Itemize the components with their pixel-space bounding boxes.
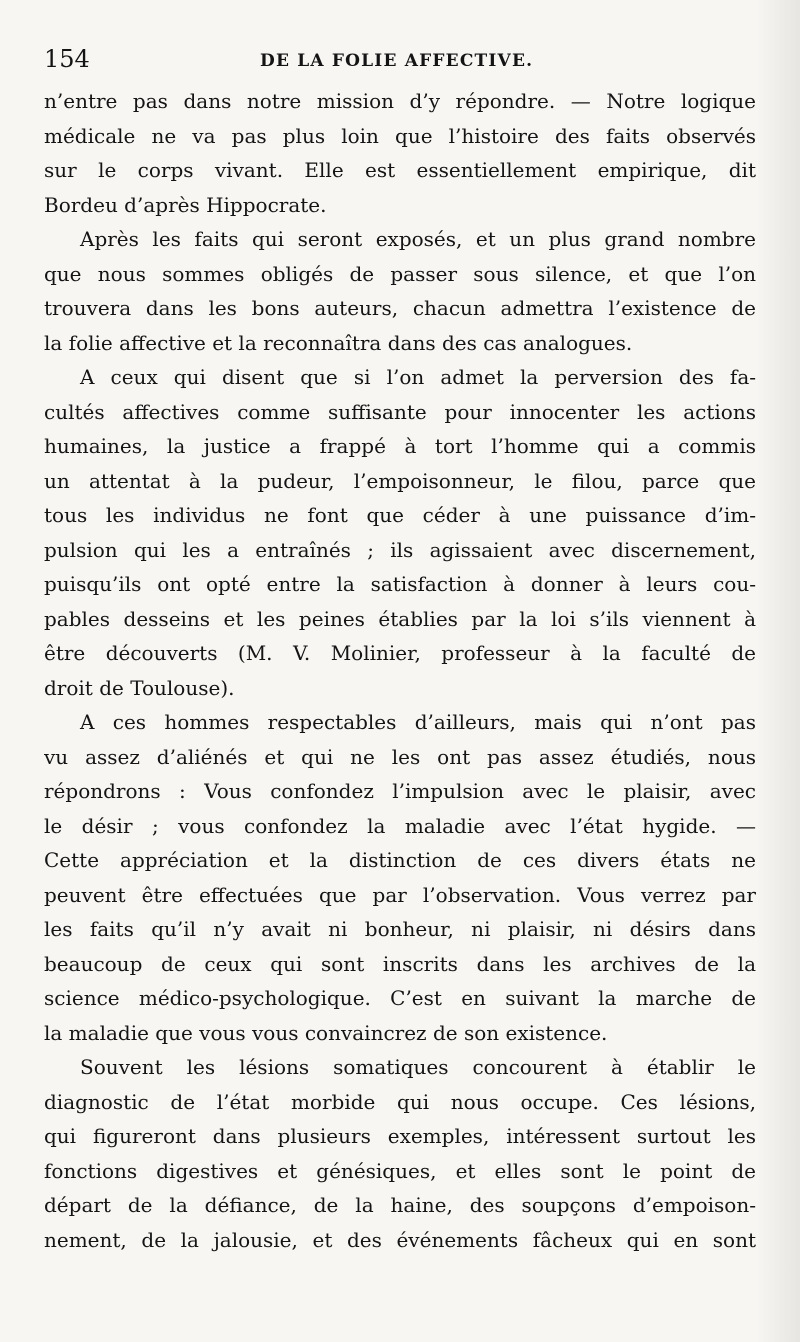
- text-line: que nous sommes obligés de passer sous silence, et que l’on: [44, 261, 756, 286]
- text-line: peuvent être effectuées que par l’observation. Vous verrez par: [44, 882, 756, 907]
- text-line: le désir ; vous confondez la maladie avec l’état hygide. —: [44, 813, 756, 838]
- page-edge-shadow: [756, 0, 800, 1342]
- text-line: la folie affective et la reconnaîtra dans des cas analogues.: [44, 330, 633, 355]
- text-line: les faits qu’il n’y avait ni bonheur, ni plaisir, ni désirs dans: [44, 917, 756, 941]
- text-line: médicale ne va pas plus loin que l’histoire des faits observés: [44, 123, 756, 148]
- text-line: diagnostic de l’état morbide qui nous occupe. Ces lésions,: [44, 1089, 756, 1114]
- text-line: qui figureront dans plusieurs exemples, intéressent surtout les: [44, 1124, 756, 1148]
- page-number: 154: [44, 45, 90, 73]
- text-line: Souvent les lésions somatiques concourent à établir le: [80, 1055, 756, 1079]
- text-line: la maladie que vous vous convaincrez de son existence.: [44, 1020, 608, 1045]
- text-line: Bordeu d’après Hippocrate.: [44, 192, 327, 217]
- text-line: cultés affectives comme suffisante pour innocenter les actions: [44, 399, 756, 424]
- text-line: départ de la défiance, de la haine, des soupçons d’empoison-: [44, 1193, 756, 1217]
- text-line: A ces hommes respectables d’ailleurs, mais qui n’ont pas: [80, 710, 756, 734]
- text-line: Cette appréciation et la distinction de ces divers états ne: [44, 848, 756, 872]
- text-line: pables desseins et les peines établies par la loi s’ils viennent à: [44, 606, 756, 631]
- text-line: pulsion qui les a entraînés ; ils agissaient avec discernement,: [44, 537, 756, 562]
- text-line: un attentat à la pudeur, l’empoisonneur, le filou, parce que: [44, 468, 756, 493]
- text-line: humaines, la justice a frappé à tort l’homme qui a commis: [44, 434, 756, 458]
- text-line: puisqu’ils ont opté entre la satisfaction à donner à leurs cou-: [44, 572, 756, 596]
- text-line: Après les faits qui seront exposés, et un plus grand nombre: [80, 227, 756, 251]
- text-line: répondrons : Vous confondez l’impulsion avec le plaisir, avec: [44, 779, 756, 803]
- text-line: droit de Toulouse).: [44, 675, 235, 700]
- text-line: trouvera dans les bons auteurs, chacun admettra l’existence de: [44, 296, 756, 320]
- text-line: A ceux qui disent que si l’on admet la perversion des fa-: [80, 365, 756, 389]
- text-line: sur le corps vivant. Elle est essentiellement empirique, dit: [44, 158, 756, 182]
- body-text: [44, 84, 756, 1257]
- text-line: science médico-psychologique. C’est en suivant la marche de: [44, 986, 756, 1010]
- text-line: tous les individus ne font que céder à une puissance d’im-: [44, 503, 756, 527]
- text-line: beaucoup de ceux qui sont inscrits dans les archives de la: [44, 951, 756, 976]
- text-line: nement, de la jalousie, et des événements fâcheux qui en sont: [44, 1227, 756, 1252]
- text-line: n’entre pas dans notre mission d’y répondre. — Notre logique: [44, 89, 756, 113]
- running-head: DE LA FOLIE AFFECTIVE.: [260, 51, 534, 71]
- page-header: [44, 44, 756, 78]
- text-line: vu assez d’aliénés et qui ne les ont pas assez étudiés, nous: [44, 744, 756, 769]
- text-line: fonctions digestives et génésiques, et elles sont le point de: [44, 1158, 756, 1183]
- text-line: être découverts (M. V. Molinier, professeur à la faculté de: [44, 641, 756, 665]
